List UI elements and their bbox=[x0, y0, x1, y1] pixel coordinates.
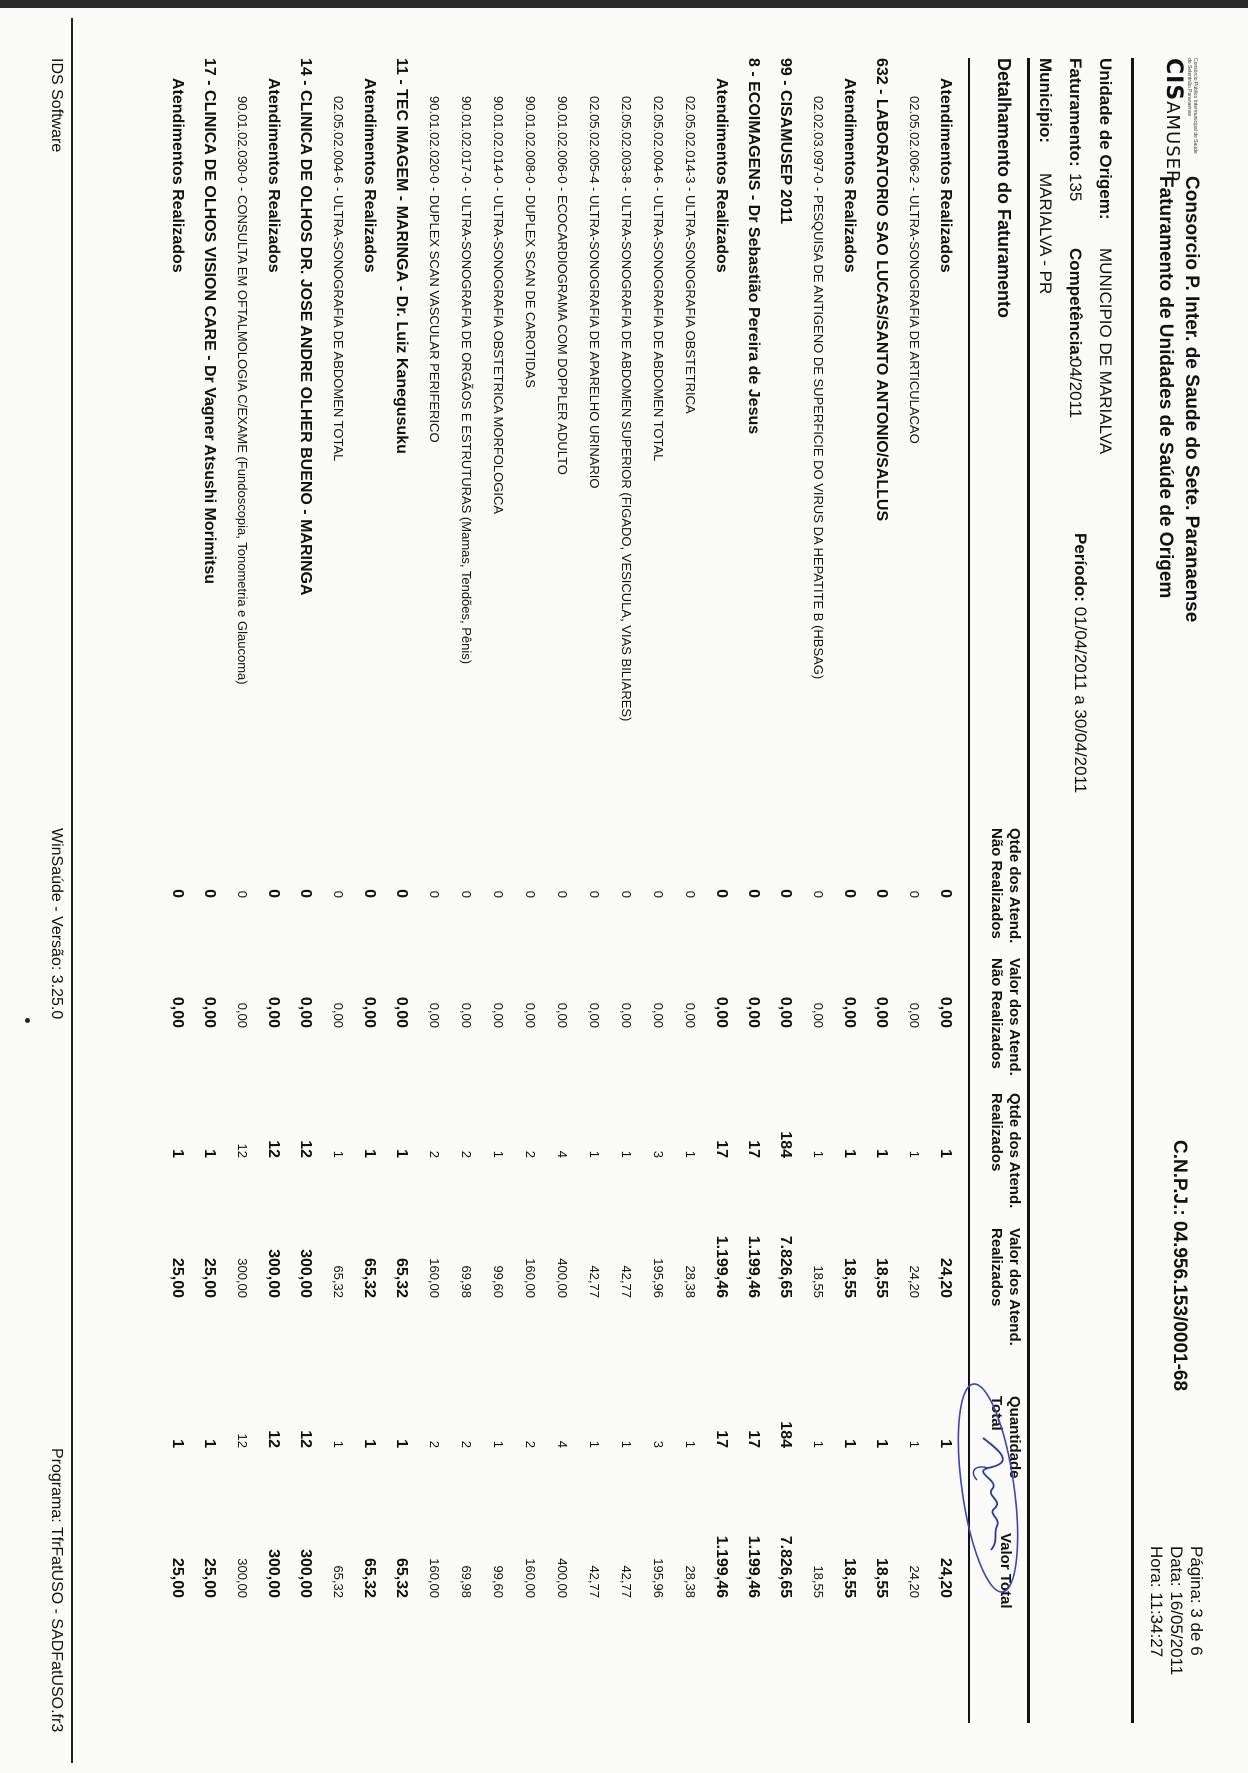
logo-caption: Consórcio Público Intermunicipal de Saúde do Setentrião Paranaense bbox=[1186, 58, 1198, 154]
valor-nao-realizados: 0,00 bbox=[235, 1002, 250, 1028]
quantidade-total: 4 bbox=[555, 1440, 570, 1448]
valor-total: 99,60 bbox=[491, 1565, 506, 1598]
row-label: Atendimentos Realizados bbox=[937, 78, 954, 273]
report-header bbox=[1030, 58, 1220, 1723]
org-name: Consorcio P. Inter. de Saude do Sete. Paranaense bbox=[1181, 176, 1202, 623]
report-title: Faturamento de Unidades de Saúde de Origem bbox=[1155, 176, 1176, 599]
valor-total: 195,96 bbox=[651, 1558, 666, 1598]
qtde-nao-realizados: 0 bbox=[745, 889, 762, 898]
procedure-row bbox=[226, 58, 258, 1723]
periodo bbox=[1070, 533, 1090, 793]
quantidade-total: 1 bbox=[201, 1439, 218, 1448]
procedure-row bbox=[546, 58, 578, 1723]
valor-total: 1.199,46 bbox=[713, 1535, 730, 1598]
faturamento-label: Faturamento: bbox=[1066, 58, 1085, 167]
qtde-realizados: 12 bbox=[265, 1140, 282, 1158]
valor-total: 65,32 bbox=[361, 1557, 378, 1598]
provider-row bbox=[194, 58, 226, 1723]
qtde-realizados: 4 bbox=[555, 1150, 570, 1158]
unidade-value: MUNICIPIO DE MARIALVA bbox=[1096, 248, 1115, 455]
qtde-nao-realizados: 0 bbox=[777, 889, 794, 898]
qtde-realizados: 1 bbox=[587, 1150, 602, 1158]
faturamento-value: 135 bbox=[1066, 173, 1085, 202]
valor-nao-realizados: 0,00 bbox=[937, 996, 954, 1028]
valor-total: 25,00 bbox=[201, 1557, 218, 1598]
quantidade-total: 12 bbox=[297, 1430, 314, 1448]
valor-realizados: 160,00 bbox=[523, 1258, 538, 1298]
row-label: 17 - CLINICA DE OLHOS VISION CARE - Dr Vagner Atsushi Morimitsu bbox=[201, 58, 218, 584]
qtde-realizados: 1 bbox=[907, 1150, 922, 1158]
footer-program: Programa: TfrFatUSO - SADFatUSO.fr3 bbox=[48, 1448, 65, 1733]
valor-nao-realizados: 0,00 bbox=[651, 1002, 666, 1028]
valor-realizados: 400,00 bbox=[555, 1258, 570, 1298]
quantidade-total: 1 bbox=[361, 1439, 378, 1448]
valor-realizados: 69,98 bbox=[459, 1265, 474, 1298]
group-row bbox=[706, 58, 738, 1723]
qtde-realizados: 1 bbox=[841, 1149, 858, 1158]
qtde-nao-realizados: 0 bbox=[361, 889, 378, 898]
procedure-row bbox=[322, 58, 354, 1723]
col-valor-nao-realizados: Valor dos Atend. Não Realizados bbox=[988, 958, 1023, 1076]
valor-nao-realizados: 0,00 bbox=[811, 1002, 826, 1028]
qtde-realizados: 1 bbox=[331, 1150, 346, 1158]
row-label: 90.01.02.017-0 - ULTRA-SONOGRAFIA DE ORGÃOS E ESTRUTURAS (Mamas, Tendões, Pênis) bbox=[459, 96, 474, 665]
valor-nao-realizados: 0,00 bbox=[841, 996, 858, 1028]
qtde-nao-realizados: 0 bbox=[555, 890, 570, 898]
qtde-nao-realizados: 0 bbox=[683, 890, 698, 898]
competencia-value: 04/2011 bbox=[1066, 358, 1085, 419]
qtde-nao-realizados: 0 bbox=[201, 889, 218, 898]
report-date: Data: 16/05/2011 bbox=[1167, 1546, 1186, 1676]
quantidade-total: 1 bbox=[937, 1439, 954, 1448]
qtde-realizados: 17 bbox=[713, 1140, 730, 1158]
valor-nao-realizados: 0,00 bbox=[361, 996, 378, 1028]
page-number: Página: 3 de 6 bbox=[1187, 1546, 1206, 1656]
quantidade-total: 2 bbox=[459, 1440, 474, 1448]
footer-software: IDS Software bbox=[48, 58, 65, 153]
valor-realizados: 65,32 bbox=[361, 1257, 378, 1298]
quantidade-total: 184 bbox=[777, 1421, 794, 1448]
qtde-nao-realizados: 0 bbox=[713, 889, 730, 898]
competencia-label: Competência: bbox=[1066, 248, 1085, 361]
valor-nao-realizados: 0,00 bbox=[587, 1002, 602, 1028]
handwritten-signature bbox=[953, 1368, 1043, 1598]
valor-total: 400,00 bbox=[555, 1558, 570, 1598]
valor-realizados: 7.826,65 bbox=[777, 1235, 794, 1298]
row-label: 02.05.02.005-4 - ULTRA-SONOGRAFIA DE APARELHO URINARIO bbox=[587, 96, 602, 489]
valor-total: 300,00 bbox=[265, 1549, 282, 1598]
qtde-nao-realizados: 0 bbox=[491, 890, 506, 898]
valor-nao-realizados: 0,00 bbox=[265, 996, 282, 1028]
periodo-label: Período: bbox=[1071, 533, 1090, 602]
municipio-value: MARIALVA - PR bbox=[1036, 173, 1055, 295]
valor-realizados: 300,00 bbox=[297, 1249, 314, 1298]
valor-total: 300,00 bbox=[235, 1558, 250, 1598]
valor-nao-realizados: 0,00 bbox=[297, 996, 314, 1028]
quantidade-total: 1 bbox=[491, 1440, 506, 1448]
valor-total: 65,32 bbox=[393, 1557, 410, 1598]
valor-total: 42,77 bbox=[587, 1565, 602, 1598]
qtde-realizados: 3 bbox=[651, 1150, 666, 1158]
valor-nao-realizados: 0,00 bbox=[331, 1002, 346, 1028]
valor-realizados: 195,96 bbox=[651, 1258, 666, 1298]
valor-total: 1.199,46 bbox=[745, 1535, 762, 1598]
quantidade-total: 1 bbox=[907, 1440, 922, 1448]
procedure-row bbox=[642, 58, 674, 1723]
header-rule bbox=[1131, 58, 1134, 1723]
qtde-nao-realizados: 0 bbox=[841, 889, 858, 898]
valor-total: 18,55 bbox=[811, 1565, 826, 1598]
qtde-nao-realizados: 0 bbox=[169, 889, 186, 898]
row-label: 02.05.02.006-2 - ULTRA-SONOGRAFIA DE ARTICULACAO bbox=[907, 96, 922, 444]
qtde-nao-realizados: 0 bbox=[811, 890, 826, 898]
col-valor-total: Valor Total bbox=[997, 1533, 1014, 1609]
municipio-label: Município: bbox=[1036, 58, 1055, 143]
quantidade-total: 1 bbox=[393, 1439, 410, 1448]
logo-cis: CIS bbox=[1161, 58, 1186, 102]
qtde-realizados: 1 bbox=[683, 1150, 698, 1158]
procedure-row bbox=[578, 58, 610, 1723]
quantidade-total: 1 bbox=[683, 1440, 698, 1448]
valor-total: 65,32 bbox=[331, 1565, 346, 1598]
valor-nao-realizados: 0,00 bbox=[201, 996, 218, 1028]
row-label: Atendimentos Realizados bbox=[169, 78, 186, 273]
quantidade-total: 1 bbox=[619, 1440, 634, 1448]
logo-amusep: AMUSEP bbox=[1162, 101, 1183, 182]
cisamusep-logo bbox=[1154, 58, 1198, 182]
procedure-row bbox=[450, 58, 482, 1723]
qtde-realizados: 12 bbox=[235, 1143, 250, 1158]
procedure-row bbox=[802, 58, 834, 1723]
qtde-nao-realizados: 0 bbox=[651, 890, 666, 898]
valor-realizados: 18,55 bbox=[841, 1257, 858, 1298]
quantidade-total: 2 bbox=[427, 1440, 442, 1448]
valor-total: 24,20 bbox=[907, 1565, 922, 1598]
valor-total: 69,98 bbox=[459, 1565, 474, 1598]
scan-edge bbox=[0, 0, 1248, 8]
valor-nao-realizados: 0,00 bbox=[777, 996, 794, 1028]
qtde-nao-realizados: 0 bbox=[393, 889, 410, 898]
valor-nao-realizados: 0,00 bbox=[745, 996, 762, 1028]
col-qtde-realizados: Qtde dos Atend. Realizados bbox=[988, 1093, 1023, 1209]
valor-realizados: 18,55 bbox=[811, 1265, 826, 1298]
quantidade-total: 17 bbox=[745, 1430, 762, 1448]
valor-nao-realizados: 0,00 bbox=[907, 1002, 922, 1028]
qtde-nao-realizados: 0 bbox=[427, 890, 442, 898]
row-label: 14 - CLINICA DE OLHOS DR. JOSE ANDRE OLHER BUENO - MARINGA bbox=[297, 58, 314, 596]
row-label: 02.05.02.004-6 - ULTRA-SONOGRAFIA DE ABDOMEN TOTAL bbox=[331, 96, 346, 462]
procedure-row bbox=[514, 58, 546, 1723]
group-row bbox=[162, 58, 194, 1723]
periodo-value: 01/04/2011 a 30/04/2011 bbox=[1071, 606, 1090, 794]
quantidade-total: 1 bbox=[331, 1440, 346, 1448]
qtde-realizados: 184 bbox=[777, 1131, 794, 1158]
quantidade-total: 3 bbox=[651, 1440, 666, 1448]
qtde-realizados: 1 bbox=[491, 1150, 506, 1158]
footer-version: WinSaúde - Versão: 3.25.0 bbox=[48, 828, 65, 1020]
qtde-realizados: 1 bbox=[361, 1149, 378, 1158]
qtde-realizados: 2 bbox=[427, 1150, 442, 1158]
valor-realizados: 28,38 bbox=[683, 1265, 698, 1298]
valor-realizados: 300,00 bbox=[265, 1249, 282, 1298]
qtde-nao-realizados: 0 bbox=[235, 890, 250, 898]
provider-row bbox=[386, 58, 418, 1723]
valor-total: 7.826,65 bbox=[777, 1535, 794, 1598]
quantidade-total: 12 bbox=[265, 1430, 282, 1448]
quantidade-total: 1 bbox=[841, 1439, 858, 1448]
valor-nao-realizados: 0,00 bbox=[523, 1002, 538, 1028]
qtde-realizados: 17 bbox=[745, 1140, 762, 1158]
row-label: 02.05.02.004-6 - ULTRA-SONOGRAFIA DE ABDOMEN TOTAL bbox=[651, 96, 666, 462]
valor-nao-realizados: 0,00 bbox=[713, 996, 730, 1028]
quantidade-total: 2 bbox=[523, 1440, 538, 1448]
qtde-realizados: 12 bbox=[297, 1140, 314, 1158]
qtde-realizados: 1 bbox=[169, 1149, 186, 1158]
row-label: 11 - TEC IMAGEM - MARINGA - Dr. Luiz Kanegusuku bbox=[393, 58, 410, 454]
provider-row bbox=[770, 58, 802, 1723]
page-info bbox=[1146, 1546, 1206, 1675]
row-label: Atendimentos Realizados bbox=[841, 78, 858, 273]
provider-row bbox=[866, 58, 898, 1723]
valor-total: 18,55 bbox=[873, 1557, 890, 1598]
row-label: 90.01.02.006-0 - ECOCARDIOGRAMA COM DOPPLER ADULTO bbox=[555, 96, 570, 475]
valor-total: 160,00 bbox=[427, 1558, 442, 1598]
qtde-nao-realizados: 0 bbox=[265, 889, 282, 898]
footer-rule bbox=[71, 18, 73, 1763]
valor-total: 42,77 bbox=[619, 1565, 634, 1598]
col-quantidade-total: Quantidade Total bbox=[988, 1396, 1023, 1479]
valor-nao-realizados: 0,00 bbox=[491, 1002, 506, 1028]
provider-row bbox=[290, 58, 322, 1723]
qtde-nao-realizados: 0 bbox=[459, 890, 474, 898]
valor-nao-realizados: 0,00 bbox=[427, 1002, 442, 1028]
valor-realizados: 18,55 bbox=[873, 1257, 890, 1298]
quantidade-total: 1 bbox=[873, 1439, 890, 1448]
valor-realizados: 1.199,46 bbox=[713, 1235, 730, 1298]
qtde-realizados: 1 bbox=[811, 1150, 826, 1158]
valor-nao-realizados: 0,00 bbox=[873, 996, 890, 1028]
row-label: 02.02.03.097-0 - PESQUISA DE ANTIGENO DE SUPERFICIE DO VIRUS DA HEPATITE B (HBSAG) bbox=[811, 96, 826, 680]
qtde-nao-realizados: 0 bbox=[937, 889, 954, 898]
row-label: 8 - ECOIMAGENS - Dr Sebastião Pereira de Jesus bbox=[745, 58, 762, 435]
row-label: 90.01.02.008-0 - DUPLEX SCAN DE CAROTIDAS bbox=[523, 96, 538, 388]
provider-row bbox=[738, 58, 770, 1723]
quantidade-total: 1 bbox=[587, 1440, 602, 1448]
valor-realizados: 160,00 bbox=[427, 1258, 442, 1298]
valor-nao-realizados: 0,00 bbox=[555, 1002, 570, 1028]
col-valor-realizados: Valor dos Atend. Realizados bbox=[988, 1228, 1023, 1346]
valor-realizados: 99,60 bbox=[491, 1265, 506, 1298]
billing-detail-table bbox=[162, 58, 962, 1723]
valor-realizados: 300,00 bbox=[235, 1258, 250, 1298]
valor-realizados: 24,20 bbox=[907, 1265, 922, 1298]
procedure-row bbox=[674, 58, 706, 1723]
group-row bbox=[930, 58, 962, 1723]
row-label: 90.01.02.030-0 - CONSULTA EM OFTALMOLOGIA C/EXAME (Fundoscopia, Tonometria e Glaucoma) bbox=[235, 96, 250, 685]
group-row bbox=[834, 58, 866, 1723]
procedure-row bbox=[482, 58, 514, 1723]
report-meta bbox=[1030, 58, 1120, 454]
qtde-realizados: 1 bbox=[619, 1150, 634, 1158]
valor-total: 28,38 bbox=[683, 1565, 698, 1598]
quantidade-total: 1 bbox=[811, 1440, 826, 1448]
valor-nao-realizados: 0,00 bbox=[169, 996, 186, 1028]
row-label: 90.01.02.020-0 - DUPLEX SCAN VASCULAR PERIFERICO bbox=[427, 96, 442, 443]
quantidade-total: 1 bbox=[169, 1439, 186, 1448]
valor-nao-realizados: 0,00 bbox=[683, 1002, 698, 1028]
qtde-nao-realizados: 0 bbox=[331, 890, 346, 898]
row-label: 99 - CISAMUSEP 2011 bbox=[777, 58, 794, 225]
row-label: 632 - LABORATORIO SAO LUCAS/SANTO ANTONIO/SALLUS bbox=[873, 58, 890, 522]
procedure-row bbox=[898, 58, 930, 1723]
detail-title: Detalhamento do Faturamento bbox=[994, 58, 1014, 319]
cnpj: C.N.P.J.: 04.956.153/0001-68 bbox=[1169, 1140, 1190, 1392]
quantidade-total: 17 bbox=[713, 1430, 730, 1448]
scan-speck bbox=[25, 1018, 30, 1023]
qtde-realizados: 2 bbox=[523, 1150, 538, 1158]
row-label: Atendimentos Realizados bbox=[265, 78, 282, 273]
qtde-nao-realizados: 0 bbox=[587, 890, 602, 898]
row-label: 90.01.02.014-0 - ULTRA-SONOGRAFIA OBSTETRICA MORFOLOGICA bbox=[491, 96, 506, 515]
valor-nao-realizados: 0,00 bbox=[459, 1002, 474, 1028]
qtde-realizados: 1 bbox=[937, 1149, 954, 1158]
col-qtde-nao-realizados: Qtde dos Atend. Não Realizados bbox=[988, 828, 1023, 944]
valor-realizados: 42,77 bbox=[587, 1265, 602, 1298]
row-label: 02.05.02.003-8 - ULTRA-SONOGRAFIA DE ABDOMEN SUPERIOR (FIGADO, VESICULA, VIAS BILIARES) bbox=[619, 96, 634, 722]
valor-total: 24,20 bbox=[937, 1557, 954, 1598]
qtde-nao-realizados: 0 bbox=[907, 890, 922, 898]
valor-realizados: 1.199,46 bbox=[745, 1235, 762, 1298]
quantidade-total: 12 bbox=[235, 1433, 250, 1448]
valor-total: 18,55 bbox=[841, 1557, 858, 1598]
valor-nao-realizados: 0,00 bbox=[619, 1002, 634, 1028]
valor-total: 300,00 bbox=[297, 1549, 314, 1598]
qtde-realizados: 1 bbox=[393, 1149, 410, 1158]
group-row bbox=[354, 58, 386, 1723]
qtde-realizados: 2 bbox=[459, 1150, 474, 1158]
valor-realizados: 65,32 bbox=[331, 1265, 346, 1298]
valor-realizados: 24,20 bbox=[937, 1257, 954, 1298]
group-row bbox=[258, 58, 290, 1723]
qtde-nao-realizados: 0 bbox=[523, 890, 538, 898]
valor-realizados: 25,00 bbox=[169, 1257, 186, 1298]
qtde-realizados: 1 bbox=[873, 1149, 890, 1158]
procedure-row bbox=[418, 58, 450, 1723]
valor-total: 25,00 bbox=[169, 1557, 186, 1598]
row-label: Atendimentos Realizados bbox=[361, 78, 378, 273]
valor-nao-realizados: 0,00 bbox=[393, 996, 410, 1028]
report-time: Hora: 11:34:27 bbox=[1147, 1546, 1166, 1658]
qtde-nao-realizados: 0 bbox=[873, 889, 890, 898]
row-label: 02.05.02.014-3 - ULTRA-SONOGRAFIA OBSTETRICA bbox=[683, 96, 698, 414]
rotated-report bbox=[28, 18, 1228, 1763]
valor-realizados: 65,32 bbox=[393, 1257, 410, 1298]
row-label: Atendimentos Realizados bbox=[713, 78, 730, 273]
unidade-label: Unidade de Origem: bbox=[1096, 58, 1115, 220]
procedure-row bbox=[610, 58, 642, 1723]
valor-realizados: 42,77 bbox=[619, 1265, 634, 1298]
qtde-nao-realizados: 0 bbox=[619, 890, 634, 898]
valor-realizados: 25,00 bbox=[201, 1257, 218, 1298]
valor-total: 160,00 bbox=[523, 1558, 538, 1598]
qtde-realizados: 1 bbox=[201, 1149, 218, 1158]
qtde-nao-realizados: 0 bbox=[297, 889, 314, 898]
